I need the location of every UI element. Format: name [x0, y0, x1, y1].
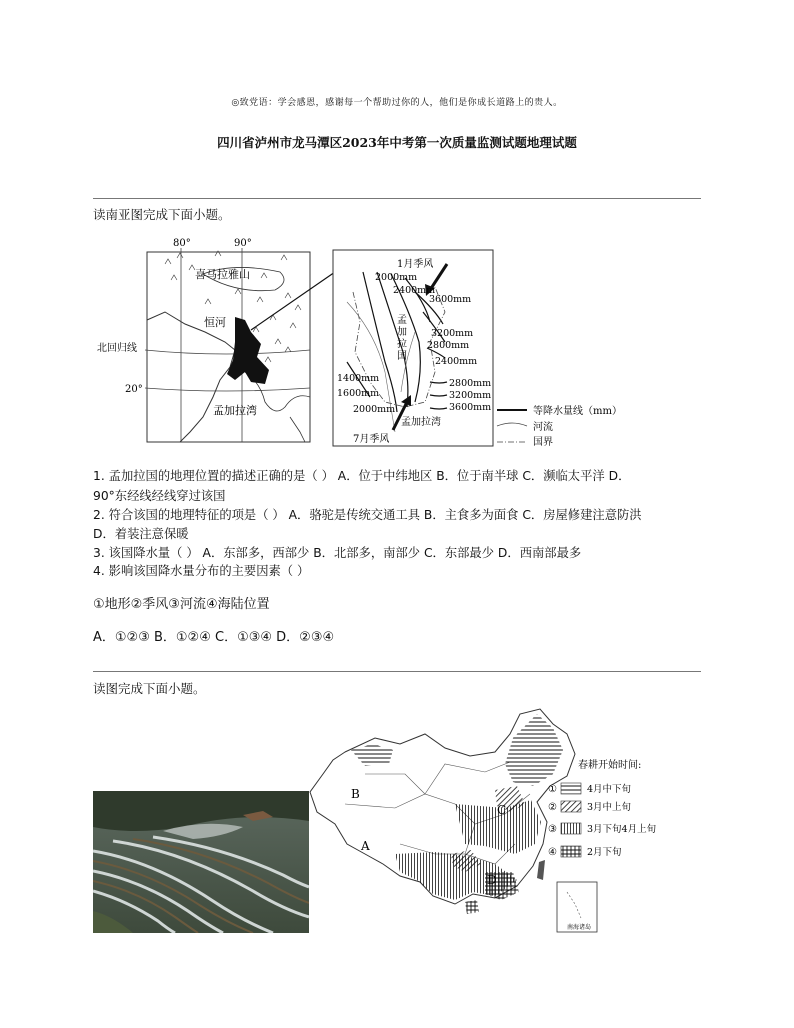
factor-list: ①地形②季风③河流④海陆位置 [93, 597, 270, 612]
legend-isohyet-label: 等降水量线（mm） [533, 406, 622, 417]
left-map [97, 238, 335, 442]
section2-prompt: 读图完成下面小题。 [93, 681, 206, 696]
legend-num-1: ① [548, 784, 557, 795]
divider-1 [93, 198, 701, 199]
map-label-b: B [351, 787, 360, 801]
iso-label-8: 2800mm [449, 378, 492, 389]
legend-title: 春耕开始时间: [578, 760, 642, 771]
question-2-line-1: 2. 符合该国的地理特征的项是（ ） A．骆驼是传统交通工具 B．主食多为面食 C．房屋修建注意防洪 [93, 508, 642, 522]
jan-monsoon-label: 1月季风 [397, 259, 434, 270]
lon-90-label: 90° [234, 238, 252, 249]
legend-num-4: ④ [548, 847, 557, 858]
iso-label-3: 3200mm [431, 328, 474, 339]
ganges-label: 恒河 [204, 316, 226, 329]
legend-text-1: 4月中下旬 [587, 784, 632, 795]
map-label-a: A [361, 839, 370, 853]
lon-80-label: 80° [173, 238, 191, 249]
legend-text-4: 2月下旬 [587, 847, 622, 858]
iso-label-7: 1600mm [337, 388, 380, 399]
legend-river-label: 河流 [533, 422, 553, 433]
question-3: 3. 该国降水量（ ） A．东部多，西部少 B．北部多，南部少 C．东部最少 D．西南部最多 [93, 546, 582, 560]
iso-label-5: 2400mm [435, 356, 478, 367]
inset-label: 南海诸岛 [567, 924, 592, 931]
lat-20-label: 20° [125, 384, 143, 395]
country-char-4: 国 [397, 351, 407, 362]
south-asia-figure [85, 232, 665, 452]
terrace-photo [93, 791, 309, 933]
himalaya-label: 喜马拉雅山 [195, 268, 250, 281]
legend-text-3: 3月下旬4月上旬 [587, 824, 657, 835]
jul-monsoon-label: 7月季风 [353, 434, 390, 445]
bay-label-right: 孟加拉湾 [401, 417, 441, 428]
page-title: 四川省泸州市龙马潭区2023年中考第一次质量监测试题地理试题 [217, 135, 577, 150]
question-1-line-2: 90°东经线经线穿过该国 [93, 489, 226, 503]
legend-isohyet [497, 404, 622, 448]
legend-num-3: ③ [548, 824, 557, 835]
motto-line: ◎致党语：学会感恩，感谢每一个帮助过你的人，他们是你成长道路上的贵人。 [231, 98, 563, 108]
answer-options: A．①②③ B．①②④ C．①③④ D．②③④ [93, 630, 335, 645]
map-label-c: C [497, 803, 507, 817]
country-char-2: 加 [397, 327, 407, 338]
legend-border-label: 国界 [533, 437, 553, 448]
question-1-line-1: 1. 孟加拉国的地理位置的描述正确的是（ ） A．位于中纬地区 B．位于南半球 C．濒临太平洋 D． [93, 469, 631, 483]
legend-num-2: ② [548, 802, 557, 813]
country-char-3: 拉 [397, 339, 407, 350]
section1-prompt: 读南亚图完成下面小题。 [93, 207, 231, 222]
china-spring-plowing-map [305, 704, 675, 936]
divider-2 [93, 671, 701, 672]
iso-label-10: 3600mm [449, 402, 492, 413]
map-label-d: D [487, 873, 497, 887]
question-4: 4. 影响该国降水量分布的主要因素（ ） [93, 564, 310, 578]
iso-label-2: 3600mm [429, 294, 472, 305]
right-map [333, 250, 493, 446]
iso-label-0: 2000mm [375, 272, 418, 283]
iso-label-4: 2800mm [427, 340, 470, 351]
question-2-line-2: D．着装注意保暖 [93, 527, 189, 541]
iso-label-11: 2000mm [353, 404, 396, 415]
iso-label-6: 1400mm [337, 373, 380, 384]
tropic-label: 北回归线 [97, 343, 137, 354]
bay-label-left: 孟加拉湾 [213, 404, 257, 417]
region-4-hainan [465, 900, 479, 914]
legend-text-2: 3月中上旬 [587, 802, 632, 813]
iso-label-1: 2400mm [393, 285, 436, 296]
iso-label-9: 3200mm [449, 390, 492, 401]
country-char-1: 孟 [397, 315, 407, 326]
